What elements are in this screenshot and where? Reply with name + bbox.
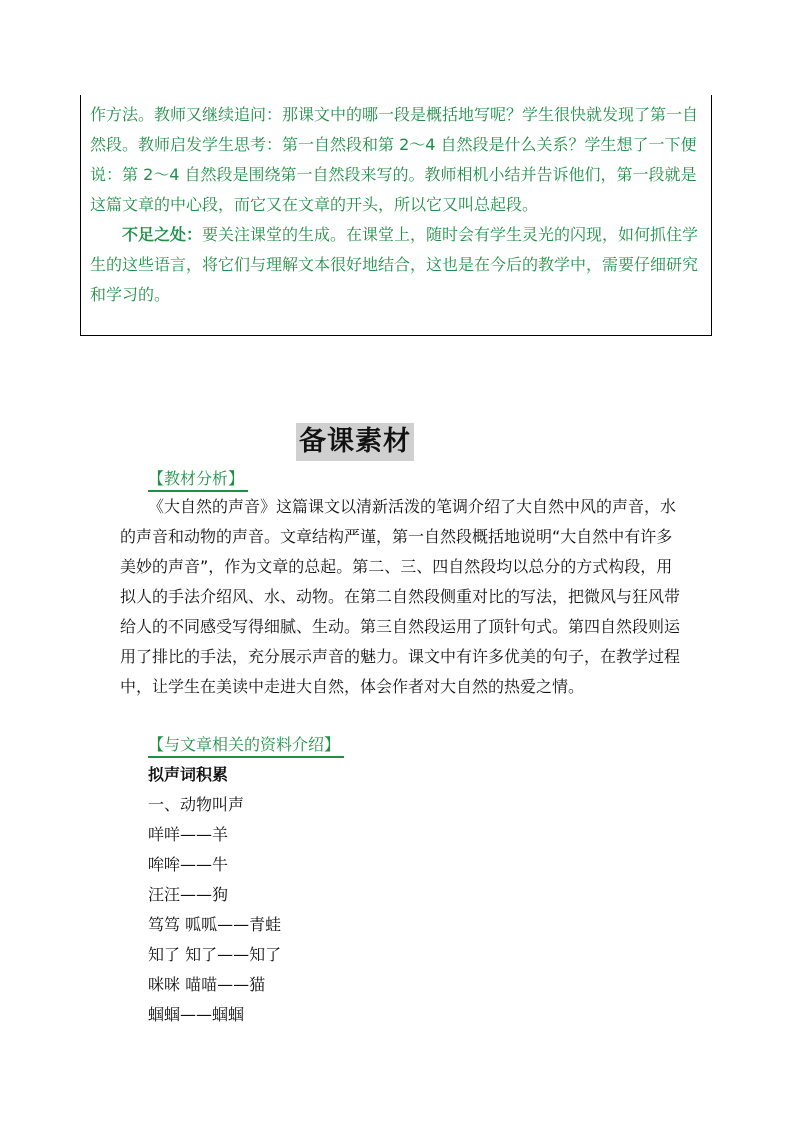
list-item: 笃笃 呱呱——青蛙	[148, 915, 282, 934]
list-item: 咪咪 喵喵——猫	[148, 975, 266, 994]
shortcoming-label: 不足之处：	[122, 225, 203, 244]
section-title: 备课素材	[296, 423, 414, 461]
list-item: 咩咩——羊	[148, 825, 229, 844]
list-item: 哞哞——牛	[148, 855, 229, 874]
onomatopoeia-list	[148, 760, 281, 1030]
list-item: 知了 知了——知了	[148, 945, 282, 964]
list-item: 汪汪——狗	[148, 885, 229, 904]
list-item: 一、动物叫声	[148, 795, 245, 814]
table-cell-text	[90, 100, 710, 310]
shortcoming-paragraph	[90, 220, 710, 310]
list-subheading: 拟声词积累	[148, 765, 229, 784]
materials-heading: 【与文章相关的资料介绍】	[148, 734, 344, 758]
reflection-paragraph: 作方法。教师又继续追问：那课文中的哪一段是概括地写呢？学生很快就发现了第一自然段。教师启发学生思考：第一自然段和第 2～4 自然段是什么关系？学生想了一下便说：第 2～4 自然段是围绕第一自然段来写的。教师相机小结并告诉他们，第一段就是这篇文章的中心段，而它又在文章的开头，所以它又叫总起段。	[90, 105, 699, 214]
analysis-heading: 【教材分析】	[148, 468, 248, 492]
analysis-body	[120, 492, 680, 702]
analysis-paragraph: 《大自然的声音》这篇课文以清新活泼的笔调介绍了大自然中风的声音，水的声音和动物的声音。文章结构严谨，第一自然段概括地说明“大自然中有许多美妙的声音”，作为文章的总起。第二、三、四自然段均以总分的方式构段，用拟人的手法介绍风、水、动物。在第二自然段侧重对比的写法，把微风与狂风带给人的不同感受写得细腻、生动。第三自然段运用了顶针句式。第四自然段则运用了排比的手法，充分展示声音的魅力。课文中有许多优美的句子，在教学过程中，让学生在美读中走进大自然，体会作者对大自然的热爱之情。	[120, 497, 681, 696]
shortcoming-text: 要关注课堂的生成。在课堂上，随时会有学生灵光的闪现，如何抓住学生的这些语言，将它们与理解文本很好地结合，这也是在今后的教学中，需要仔细研究和学习的。	[90, 225, 699, 304]
list-item: 蝈蝈——蝈蝈	[148, 1005, 245, 1024]
